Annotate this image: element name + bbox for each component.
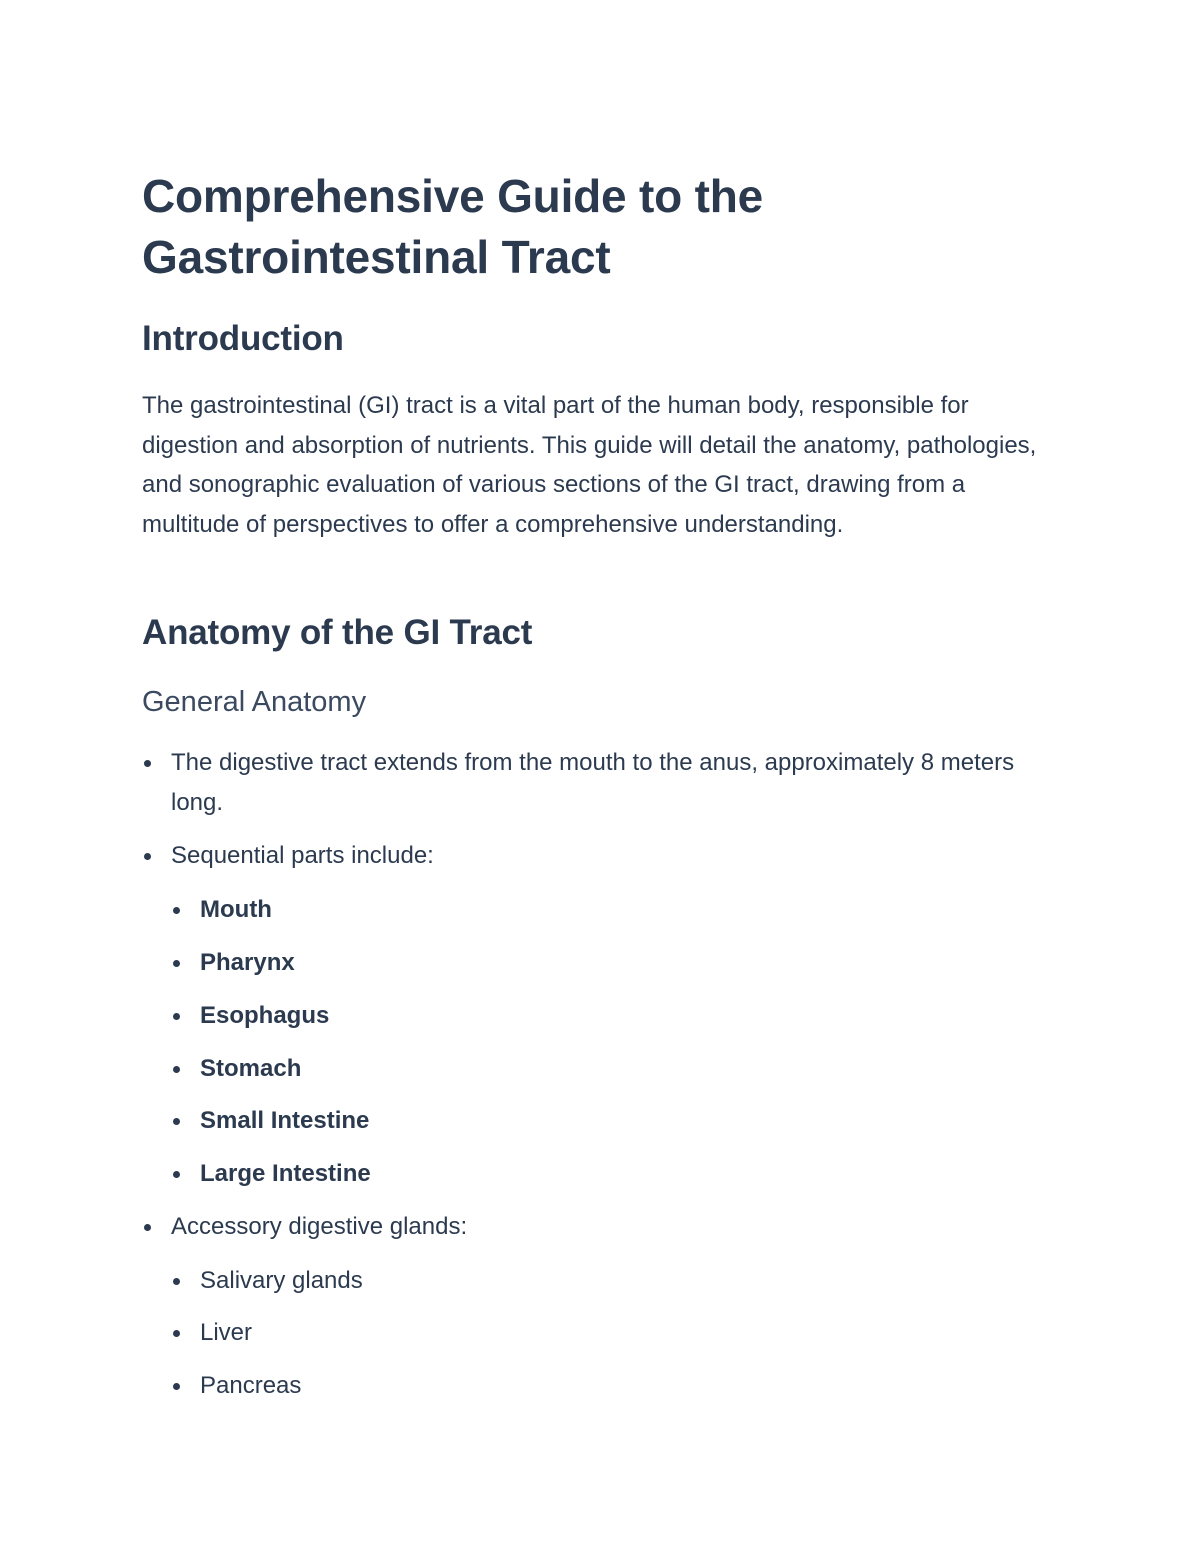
bullet-icon: [144, 760, 151, 767]
list-item-text: Sequential parts include:: [171, 842, 434, 869]
bullet-icon: [144, 853, 151, 860]
bullet-icon: [173, 1278, 180, 1285]
part-large-intestine: Large Intestine: [200, 1160, 371, 1187]
list-item: [142, 743, 1062, 822]
bullet-icon: [173, 1013, 180, 1020]
list-item-text: The digestive tract extends from the mouth to the anus, approximately 8 meters long.: [171, 749, 1015, 816]
bullet-icon: [144, 1224, 151, 1231]
part-esophagus: Esophagus: [200, 1002, 330, 1029]
bullet-icon: [173, 1171, 180, 1178]
anatomy-heading: Anatomy of the GI Tract: [142, 613, 533, 652]
gland-salivary: Salivary glands: [200, 1267, 363, 1294]
bullet-icon: [173, 1118, 180, 1125]
list-item: [142, 836, 1062, 876]
part-mouth: Mouth: [200, 896, 272, 923]
bullet-icon: [173, 1383, 180, 1390]
part-pharynx: Pharynx: [200, 949, 295, 976]
part-small-intestine: Small Intestine: [200, 1107, 370, 1134]
bullet-icon: [173, 1330, 180, 1337]
gland-liver: Liver: [200, 1319, 253, 1346]
gland-pancreas: Pancreas: [200, 1372, 302, 1399]
document-page: [142, 0, 1072, 1553]
bullet-icon: [173, 907, 180, 914]
part-stomach: Stomach: [200, 1055, 302, 1082]
general-anatomy-heading: General Anatomy: [142, 686, 367, 718]
bullet-icon: [173, 960, 180, 967]
introduction-paragraph: The gastrointestinal (GI) tract is a vital part of the human body, responsible for digestion and absorption of nutrients. This guide will detail the anatomy, pathologies, and sonographic evaluation of various sections of the GI tract, drawing from a multitude of perspectives to offer a comprehensive understanding.: [142, 392, 1037, 538]
introduction-heading: Introduction: [142, 319, 344, 358]
bullet-icon: [173, 1066, 180, 1073]
list-item-text: Accessory digestive glands:: [171, 1213, 468, 1240]
list-item: [142, 1207, 1062, 1247]
document-title: Comprehensive Guide to the Gastrointestinal Tract: [142, 170, 764, 283]
